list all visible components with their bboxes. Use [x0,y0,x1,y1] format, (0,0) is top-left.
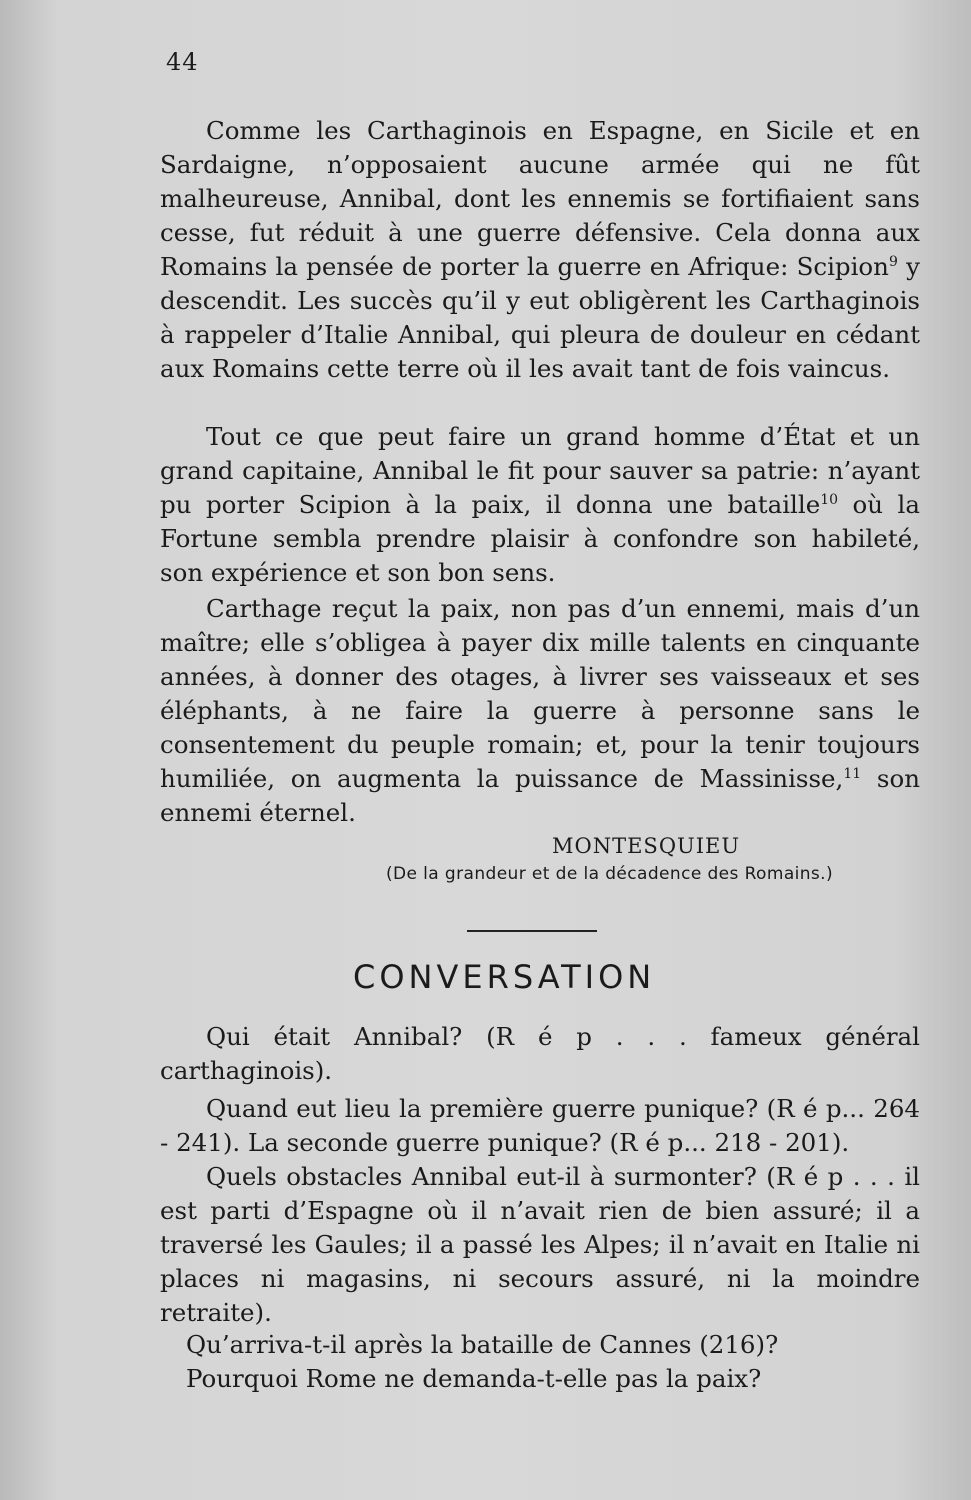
paragraph-3-text: Carthage reçut la paix, non pas d’un ennemi, mais d’un maître; elle s’obligea à payer dix mille talents en cinquante années, à donner des otages, à livrer ses vaisseaux et ses éléphants, à ne faire la guerre à personne sans le consentement du peuple romain; et, pour la tenir toujours humiliée, on augmenta la puissance de Massinisse, [160,594,920,793]
paragraph-1-text: Comme les Carthaginois en Espagne, en Sicile et en Sardaigne, n’opposaient aucune armée qui ne fût malheureuse, Annibal, dont les ennemis se fortifiaient sans cesse, fut réduit à une guerre défensive. Cela donna aux Romains la pensée de porter la guerre en Afrique: Scipion [160,116,920,281]
paragraph-3 [160,592,920,830]
paragraph-2-text: Tout ce que peut faire un grand homme d’État et un grand capitaine, Annibal le fit pour sauver sa patrie: n’ayant pu porter Scipion à la paix, il donna une bataille [160,422,920,519]
source-citation: (De la grandeur et de la décadence des Romains.) [386,864,834,884]
question-2 [160,1092,920,1160]
paragraph-3-end: son ennemi éternel. [160,764,920,827]
paragraph-2 [160,420,920,590]
question-4 [160,1328,920,1362]
question-5-text: Pourquoi Rome ne demanda-t-elle pas la paix? [186,1364,762,1393]
section-divider [467,930,597,932]
question-3 [160,1160,920,1330]
paragraph-2-end: où la Fortune sembla prendre plaisir à confondre son habileté, son expérience et son bon sens. [160,490,920,587]
question-1-text: Qui était Annibal? (R é p . . . fameux général carthaginois). [160,1022,920,1085]
author-name: MONTESQUIEU [552,834,741,858]
page-number: 44 [166,48,199,76]
footnote-ref-10: 10 [820,491,839,508]
footnote-ref-9: 9 [888,253,898,270]
question-3-text: Quels obstacles Annibal eut-il à surmonter? (R é p . . . il est parti d’Espagne où il n’avait rien de bien assuré; il a traversé les Gaules; il a passé les Alpes; il n’avait en Italie ni places ni magasins, ni secours assuré, ni la moindre retraite). [160,1162,920,1327]
footnote-ref-11: 11 [843,765,862,782]
question-1 [160,1020,920,1088]
paragraph-1-end: y descendit. Les succès qu’il y eut obligèrent les Carthaginois à rappeler d’Italie Annibal, qui pleura de douleur en cédant aux Romains cette terre où il les avait tant de fois vaincus. [160,252,920,383]
question-4-text: Qu’arriva-t-il après la bataille de Cannes (216)? [186,1330,779,1359]
paragraph-1 [160,114,920,386]
question-5 [160,1362,920,1396]
conversation-title: CONVERSATION [353,958,656,996]
question-2-text: Quand eut lieu la première guerre punique? (R é p... 264 - 241). La seconde guerre punique? (R é p... 218 - 201). [160,1094,920,1157]
